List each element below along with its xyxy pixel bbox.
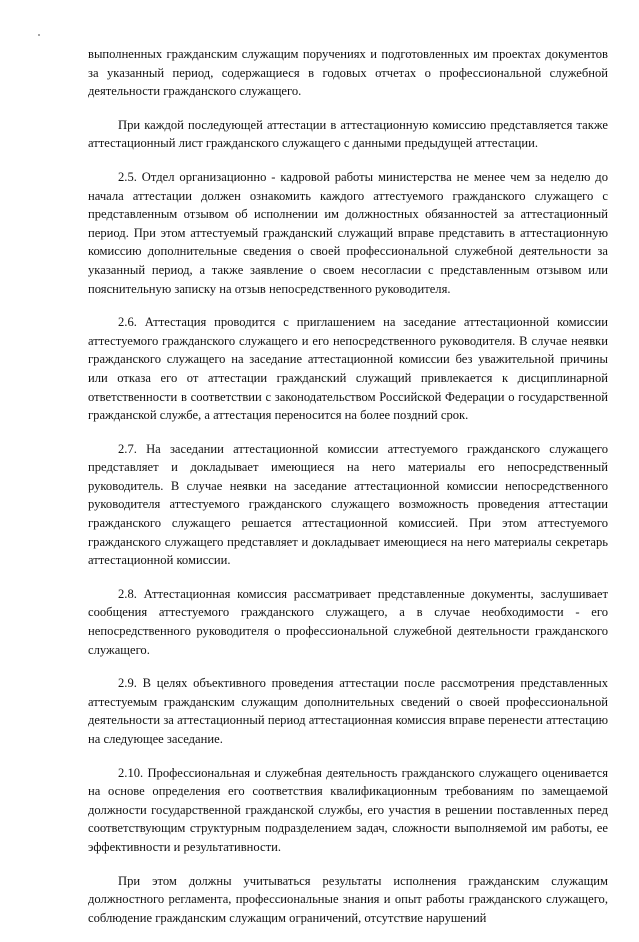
paragraph-previous-attestation: При каждой последующей аттестации в аттестационную комиссию представляется также аттестационный лист гражданского служащего с данными предыдущей аттестации. [88, 117, 608, 151]
document-body [88, 45, 608, 942]
paragraph-2-5: 2.5. Отдел организационно - кадровой работы министерства не менее чем за неделю до начала аттестации должен ознакомить каждого аттестуемого гражданского служащего с представленным отзывом об исполнении им должностных обязанностей за аттестационный период. При этом аттестуемый гражданский служащий вправе представить в аттестационную комиссию дополнительные сведения о своей профессиональной служебной деятельности за указанный период, а также заявление о своем несогласии с представленным отзывом или пояснительную записку на отзыв непосредственного руководителя. [88, 169, 608, 296]
paragraph-2-10: 2.10. Профессиональная и служебная деятельность гражданского служащего оценивается на основе определения его соответствия квалификационным требованиям по замещаемой должности государственной гражданской службы, его участия в решении поставленных перед соответствующим структурным подразделением задач, сложности выполняемой им работы, ее эффективности и результативности. [88, 765, 608, 854]
paragraph-2-9: 2.9. В целях объективного проведения аттестации после рассмотрения представленных аттестуемым гражданским служащим дополнительных сведений о своей профессиональной деятельности за аттестационный период аттестационная комиссия вправе перенести аттестацию на следующее заседание. [88, 676, 608, 746]
paragraph-continuation: выполненных гражданским служащим поручениях и подготовленных им проектах документов за указанный период, содержащиеся в годовых отчетах о профессиональной служебной деятельности гражданского служащего. [88, 47, 608, 99]
scan-speck [38, 34, 40, 36]
paragraph-2-7: 2.7. На заседании аттестационной комиссии аттестуемого гражданского служащего представляет и докладывает имеющиеся на него материалы его непосредственный руководитель. В случае неявки на заседание аттестационной комиссии непосредственного руководителя аттестуемого гражданского служащего возможность проведения аттестации гражданского служащего решается аттестационной комиссией. При этом аттестуемого гражданского служащего представляет и докладывает имеющиеся на него материалы секретарь аттестационной комиссии. [88, 441, 608, 568]
paragraph-2-6: 2.6. Аттестация проводится с приглашением на заседание аттестационной комиссии аттестуемого гражданского служащего и его непосредственного руководителя. В случае неявки гражданского служащего на заседание аттестационной комиссии без уважительной причины или отказа его от аттестации гражданский служащий привлекается к дисциплинарной ответственности в соответствии с законодательством Российской Федерации о государственной гражданской службе, а аттестация переносится на более поздний срок. [88, 315, 608, 423]
paragraph-evaluation-criteria: При этом должны учитываться результаты исполнения гражданским служащим должностного регламента, профессиональные знания и опыт работы гражданского служащего, соблюдение гражданским служащим ограничений, отсутствие нарушений [88, 873, 608, 925]
paragraph-2-8: 2.8. Аттестационная комиссия рассматривает представленные документы, заслушивает сообщения аттестуемого гражданского служащего, а в случае необходимости - его непосредственного руководителя о профессиональной служебной деятельности гражданского служащего. [88, 586, 608, 657]
